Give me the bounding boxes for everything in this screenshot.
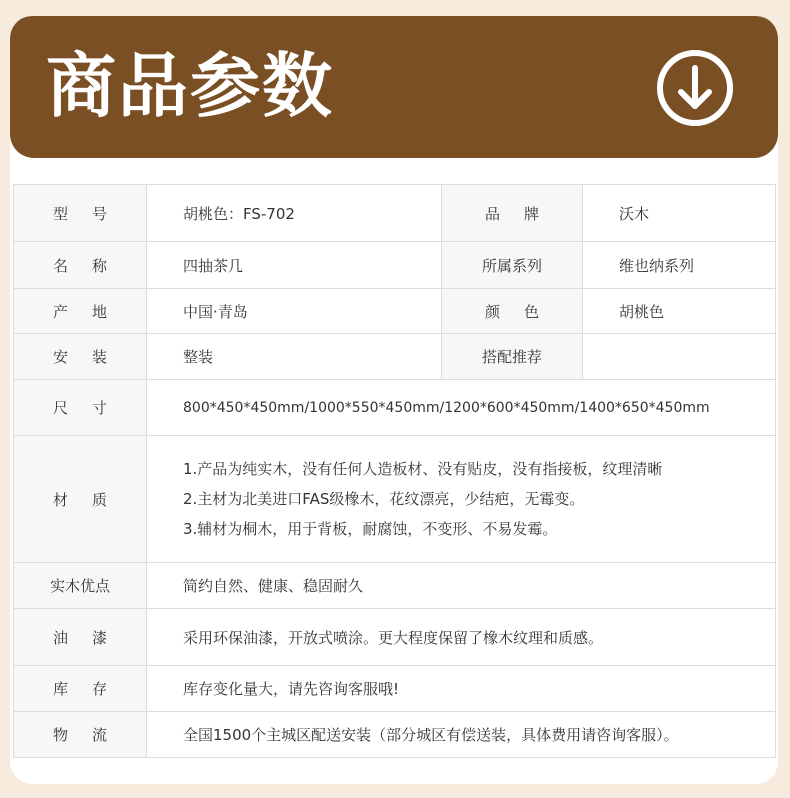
origin-label-text [53, 301, 107, 322]
model-label-text [53, 203, 107, 224]
origin-label [14, 289, 147, 334]
material-line: 3.辅材为桐木，用于背板，耐腐蚀，不变形、不易发霉。 [183, 520, 558, 538]
series-label: 所属系列 [442, 242, 583, 289]
table-row [14, 712, 776, 758]
label-char: 产 [53, 302, 69, 321]
label-char: 尺 [53, 399, 69, 417]
table-row [14, 609, 776, 666]
color-label-text [485, 301, 539, 322]
label-char: 材 [53, 490, 69, 509]
label-char: 型 [53, 204, 69, 223]
arrow-down-circle-icon[interactable] [655, 48, 735, 128]
color-value: 胡桃色 [583, 289, 776, 334]
name-value: 四抽茶几 [147, 242, 442, 289]
table-row [14, 666, 776, 712]
paint-label-text [53, 627, 107, 648]
label-char: 装 [91, 348, 107, 366]
material-value [147, 436, 776, 563]
origin-value: 中国·青岛 [147, 289, 442, 334]
material-line: 1.产品为纯实木，没有任何人造板材、没有贴皮，没有指接板，纹理清晰 [183, 460, 663, 478]
label-char: 名 [53, 256, 69, 275]
stock-value: 库存变化量大，请先咨询客服哦! [147, 666, 776, 712]
color-label [442, 289, 583, 334]
label-char: 寸 [91, 399, 107, 417]
stock-label [14, 666, 147, 712]
name-label [14, 242, 147, 289]
brand-label [442, 185, 583, 242]
matching-label: 搭配推荐 [442, 334, 583, 380]
label-char: 物 [53, 726, 69, 744]
logistics-value: 全国1500个主城区配送安装（部分城区有偿送装，具体费用请咨询客服）。 [147, 712, 776, 758]
label-char: 品 [485, 204, 501, 223]
model-value: 胡桃色：FS-702 [147, 185, 442, 242]
paint-value: 采用环保油漆，开放式喷涂。更大程度保留了橡木纹理和质感。 [147, 609, 776, 666]
label-char: 号 [91, 204, 107, 223]
paint-label [14, 609, 147, 666]
label-char: 牌 [523, 204, 539, 223]
matching-value [583, 334, 776, 380]
model-label [14, 185, 147, 242]
table-row [14, 242, 776, 289]
table-row [14, 289, 776, 334]
label-char: 质 [91, 490, 107, 509]
spec-card [10, 16, 778, 784]
material-label [14, 436, 147, 563]
logistics-label [14, 712, 147, 758]
table-row [14, 436, 776, 563]
install-label [14, 334, 147, 380]
brand-label-text [485, 203, 539, 224]
brand-value: 沃木 [583, 185, 776, 242]
table-row [14, 185, 776, 242]
label-char: 存 [91, 680, 107, 698]
table-row [14, 563, 776, 609]
header-banner [10, 16, 778, 158]
size-value: 800*450*450mm/1000*550*450mm/1200*600*450mm/1400*650*450mm [147, 380, 776, 436]
size-label-text [53, 397, 107, 418]
label-char: 颜 [485, 302, 501, 321]
name-label-text [53, 255, 107, 276]
install-value: 整装 [147, 334, 442, 380]
install-label-text [53, 346, 107, 367]
stock-label-text [53, 678, 107, 699]
spec-table [13, 184, 776, 758]
material-line: 2.主材为北美进口FAS级橡木，花纹漂亮，少结疤，无霉变。 [183, 490, 585, 508]
label-char: 地 [91, 302, 107, 321]
page-title: 商品参数 [46, 45, 334, 127]
material-label-text [53, 489, 107, 510]
size-label [14, 380, 147, 436]
label-char: 库 [53, 680, 69, 698]
label-char: 色 [523, 302, 539, 321]
series-value: 维也纳系列 [583, 242, 776, 289]
label-char: 安 [53, 348, 69, 366]
advantage-label: 实木优点 [14, 563, 147, 609]
advantage-value: 简约自然、健康、稳固耐久 [147, 563, 776, 609]
table-row [14, 334, 776, 380]
logistics-label-text [53, 724, 107, 745]
label-char: 称 [91, 256, 107, 275]
table-row [14, 380, 776, 436]
label-char: 漆 [91, 628, 107, 647]
label-char: 油 [53, 628, 69, 647]
label-char: 流 [91, 726, 107, 744]
